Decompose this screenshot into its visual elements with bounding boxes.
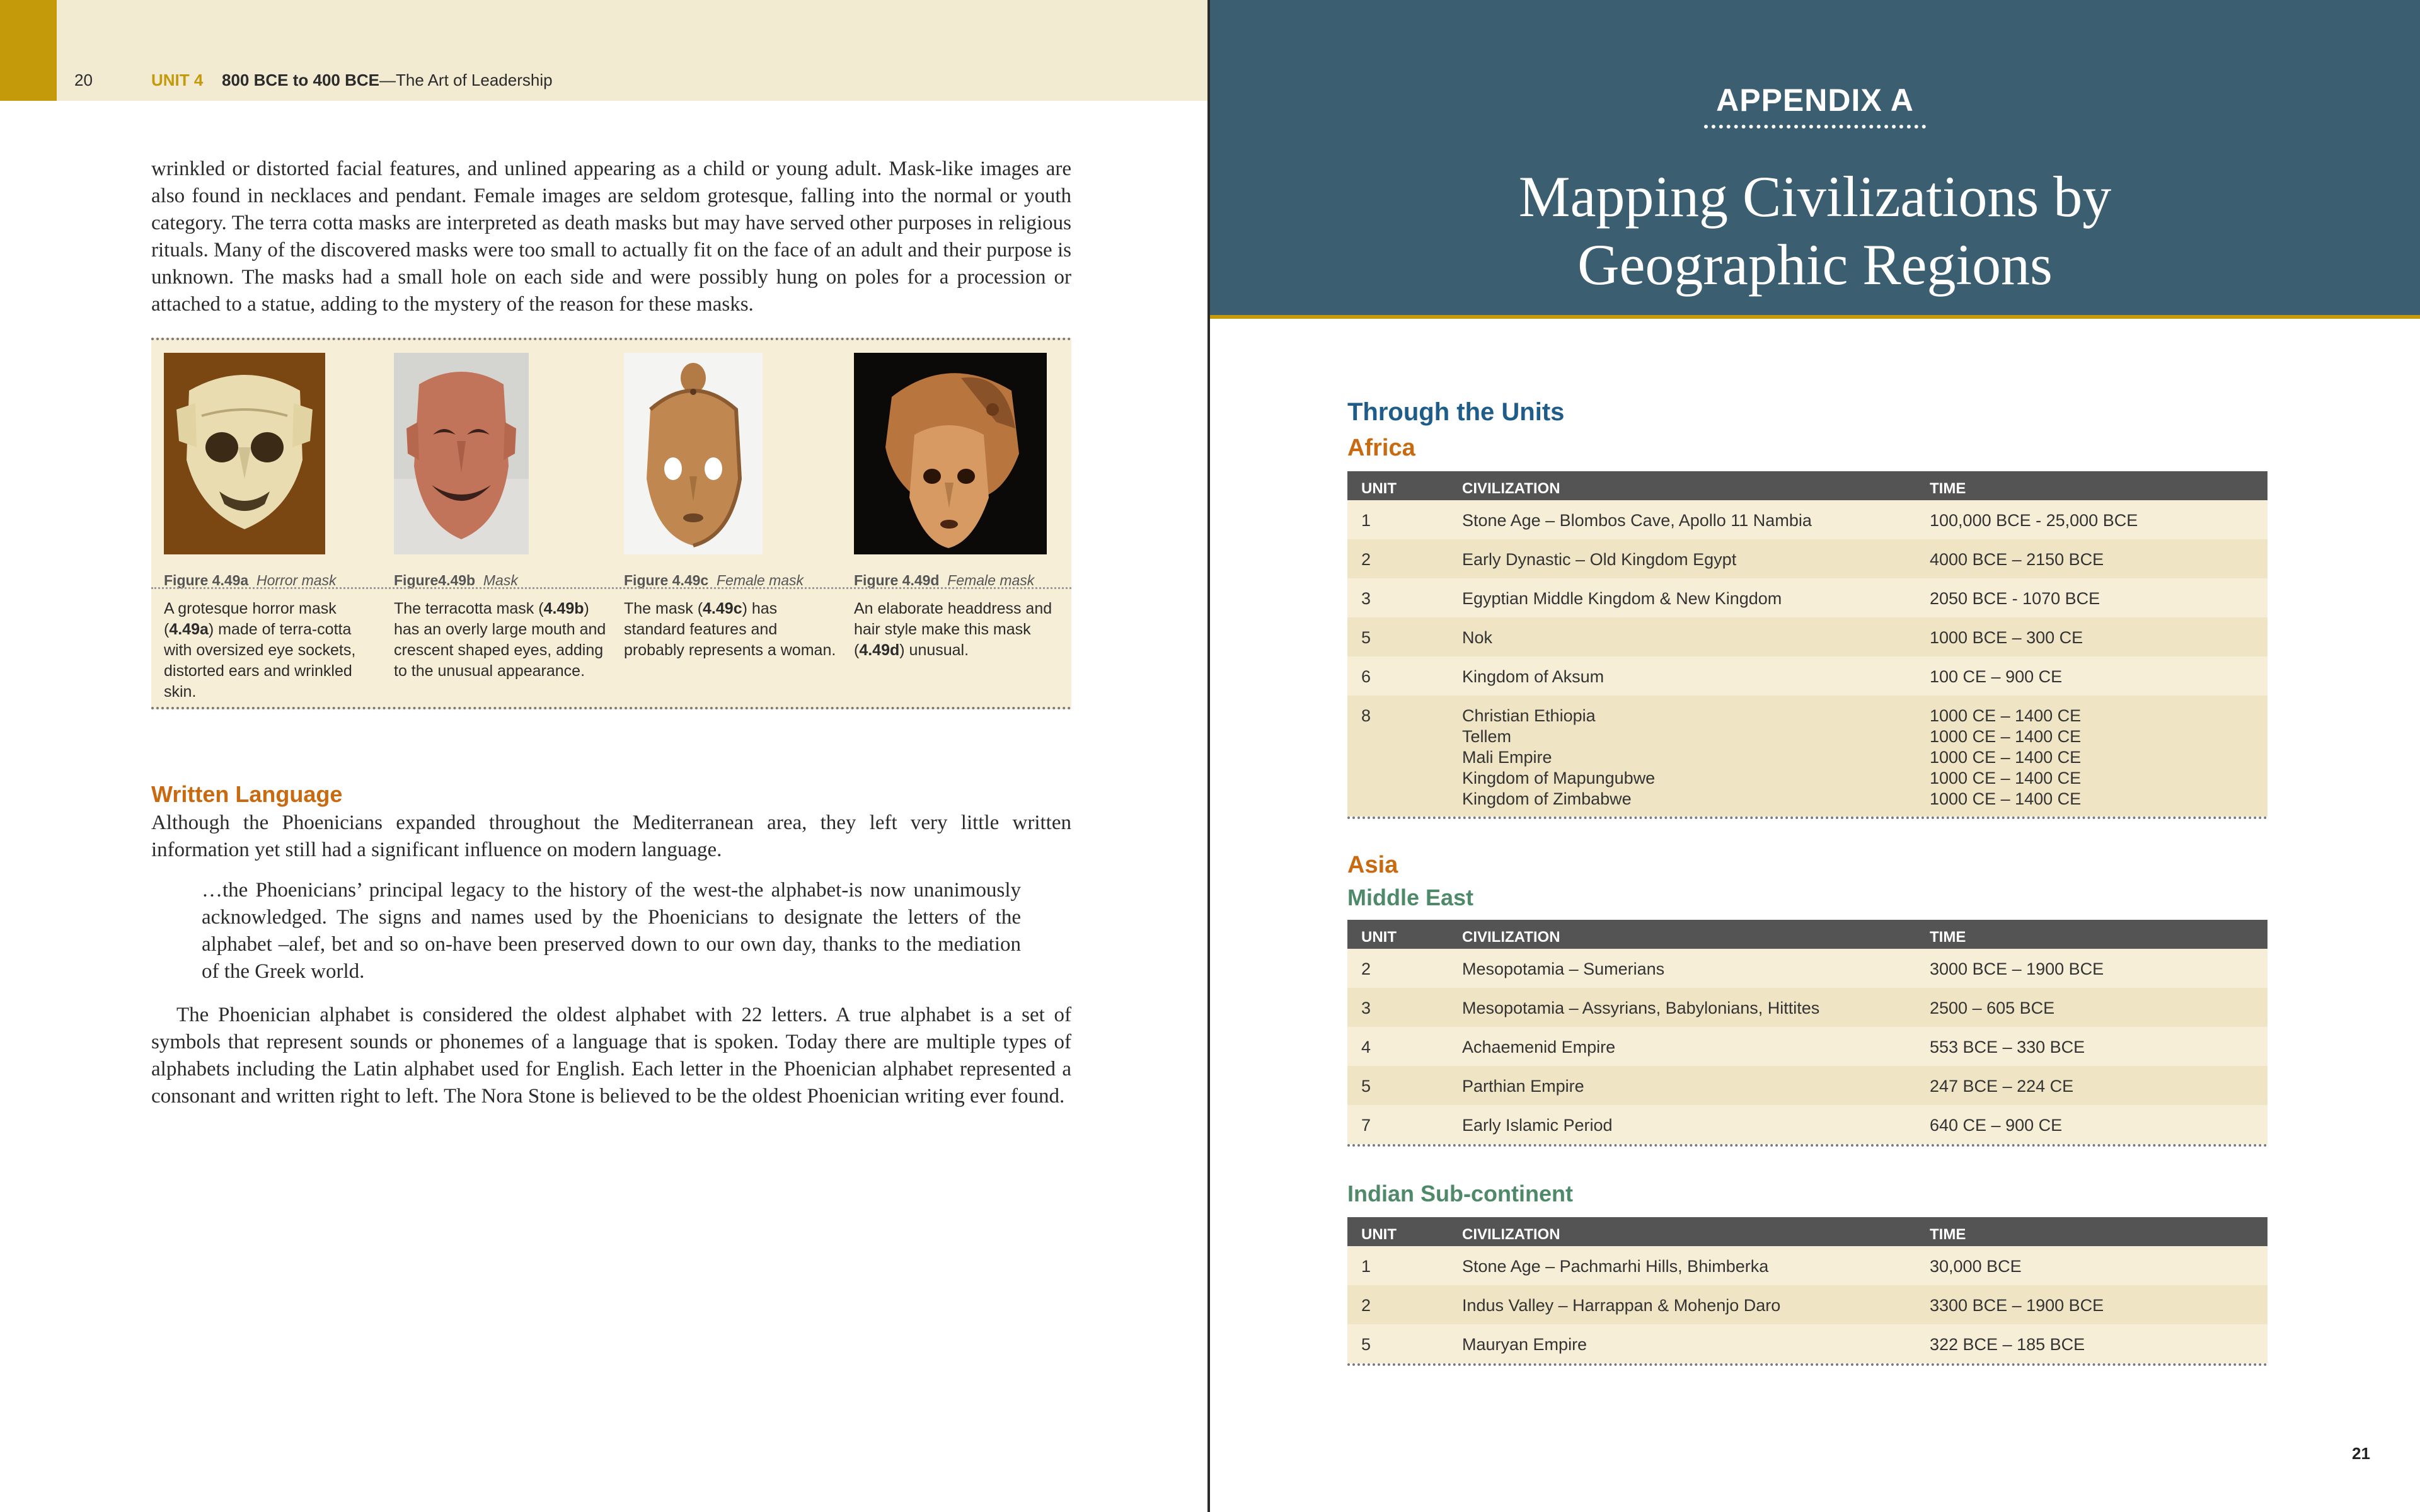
table-row: 2 Mesopotamia – Sumerians 3000 BCE – 1900 BCE (1347, 949, 2267, 988)
right-page (1210, 0, 2420, 1512)
body-paragraph: Although the Phoenicians expanded throughout the Mediterranean area, they left very little written information yet still had a significant influence on modern language. (151, 811, 1071, 861)
unit-range: 800 BCE to 400 BCE (222, 71, 379, 89)
caption-divider (151, 587, 1071, 589)
figure-caption: Figure 4.49a Horror mask (164, 572, 337, 588)
table-row: 8 Christian Ethiopia Tellem Mali Empire Kingdom of Mapungubwe Kingdom of Zimbabwe 1000 CE – 1400 CE 1000 CE – 1400 CE 1000 CE – 1400 CE 1000 CE – 1400 CE 1000 CE – 1400 CE (1347, 696, 2267, 816)
body-paragraph: The Phoenician alphabet is considered the oldest alphabet with 22 letters. A true alphabet is a set of symbols that represent sounds or phonemes of a language that is spoken. Today there are multiple types of alphabets including the Latin alphabet used for English. Each letter in the Phoenician alphabet represented a consonant and written right to left. The Nora Stone is believed to be the oldest Phoenician writing ever found. (151, 1004, 1071, 1108)
appendix-title: Mapping Civilizations by Geographic Regions (1518, 164, 2112, 297)
figure-description: A grotesque horror mask (4.49a) made of terra-cotta with oversized eye sockets, distorted ears and wrinkled skin. (164, 600, 356, 701)
table-body (1347, 1246, 2267, 1363)
region-heading-asia: Asia (1347, 852, 1398, 878)
table-row: 2 Indus Valley – Harrappan & Mohenjo Daro 3300 BCE – 1900 BCE (1347, 1285, 2267, 1324)
table-row: 7 Early Islamic Period 640 CE – 900 CE (1347, 1105, 2267, 1144)
table-row: 5 Parthian Empire 247 BCE – 224 CE (1347, 1066, 2267, 1105)
table-row: 1 Stone Age – Pachmarhi Hills, Bhimberka 30,000 BCE (1347, 1246, 2267, 1285)
africa-table (1347, 471, 2267, 819)
appendix-banner (1210, 0, 2420, 319)
figure-caption: Figure4.49b Mask (394, 572, 518, 588)
female-mask-image (624, 353, 763, 554)
table-row: 4 Achaemenid Empire 553 BCE – 330 BCE (1347, 1027, 2267, 1066)
figure-description: The mask (4.49c) has standard features and probably represents a woman. (624, 600, 836, 659)
subregion-heading-middle-east: Middle East (1347, 885, 1474, 910)
figure-description: An elaborate headdress and hair style make this mask (4.49d) unusual. (854, 600, 1052, 659)
figure-caption: Figure 4.49d Female mask (854, 572, 1035, 588)
body-paragraph: wrinkled or distorted facial features, and unlined appearing as a child or young adult. Mask-like images are also found in necklaces and pendant. Female images are seldom grotesque, falling into the normal or youth category. The terra cotta masks are interpreted as death masks but may have served other purposes in religious rituals. Many of the discovered masks were too small to actually fit on the face of an adult and their purpose is unknown. The masks had a small hole on each side and were possibly hung on poles for a procession or attached to a statue, adding to the mystery of the reason for these masks. (151, 158, 1071, 316)
appendix-label: APPENDIX A (1716, 83, 1914, 118)
table-row: 5 Mauryan Empire 322 BCE – 185 BCE (1347, 1324, 2267, 1363)
terracotta-mask-image (394, 353, 529, 554)
table-row: 5 Nok 1000 BCE – 300 CE (1347, 617, 2267, 656)
unit-subtitle: —The Art of Leadership (379, 71, 553, 89)
table-header: UNIT CIVILIZATION TIME (1347, 1217, 2267, 1246)
figure-4-49d (854, 353, 1068, 588)
dotted-divider (1704, 125, 1926, 129)
horror-mask-image (164, 353, 325, 554)
table-row: 6 Kingdom of Aksum 100 CE – 900 CE (1347, 656, 2267, 696)
page-number: 21 (2352, 1444, 2370, 1463)
figure-panel (151, 338, 1071, 709)
left-page (0, 0, 1207, 1512)
figure-caption: Figure 4.49c Female mask (624, 572, 804, 588)
header-accent-tab (0, 0, 57, 101)
figure-description: The terracotta mask (4.49b) has an overly large mouth and crescent shaped eyes, adding to the unusual appearance. (394, 600, 606, 680)
region-heading-africa: Africa (1347, 435, 1415, 461)
page-number: 20 (74, 71, 93, 89)
table-row: 1 Stone Age – Blombos Cave, Apollo 11 Nambia 100,000 BCE - 25,000 BCE (1347, 500, 2267, 539)
table-row: 3 Mesopotamia – Assyrians, Babylonians, Hittites 2500 – 605 BCE (1347, 988, 2267, 1027)
table-body (1347, 949, 2267, 1144)
through-units-heading: Through the Units (1347, 398, 1565, 426)
figure-4-49b (394, 353, 608, 588)
section-heading: Written Language (151, 781, 343, 807)
table-header: UNIT CIVILIZATION TIME (1347, 471, 2267, 500)
unit-label: UNIT 4 (151, 71, 204, 89)
unit-title (222, 71, 553, 90)
figure-4-49a (164, 353, 378, 588)
indian-subcontinent-table (1347, 1217, 2267, 1366)
subregion-heading-indian: Indian Sub-continent (1347, 1181, 1573, 1206)
table-row: 3 Egyptian Middle Kingdom & New Kingdom 2050 BCE - 1070 BCE (1347, 578, 2267, 617)
block-quote: …the Phoenicians’ principal legacy to the history of the west-the alphabet-is now unanimously acknowledged. The signs and names used by the Phoenicians to designate the letters of the alphabet –alef, bet and so on-have been preserved down to our own day, thanks to the mediation of the Greek world. (202, 879, 1021, 983)
table-body (1347, 500, 2267, 816)
table-row: 2 Early Dynastic – Old Kingdom Egypt 4000 BCE – 2150 BCE (1347, 539, 2267, 578)
headdress-mask-image (854, 353, 1047, 554)
table-header: UNIT CIVILIZATION TIME (1347, 920, 2267, 949)
figure-4-49c (624, 353, 838, 588)
middle-east-table (1347, 920, 2267, 1147)
